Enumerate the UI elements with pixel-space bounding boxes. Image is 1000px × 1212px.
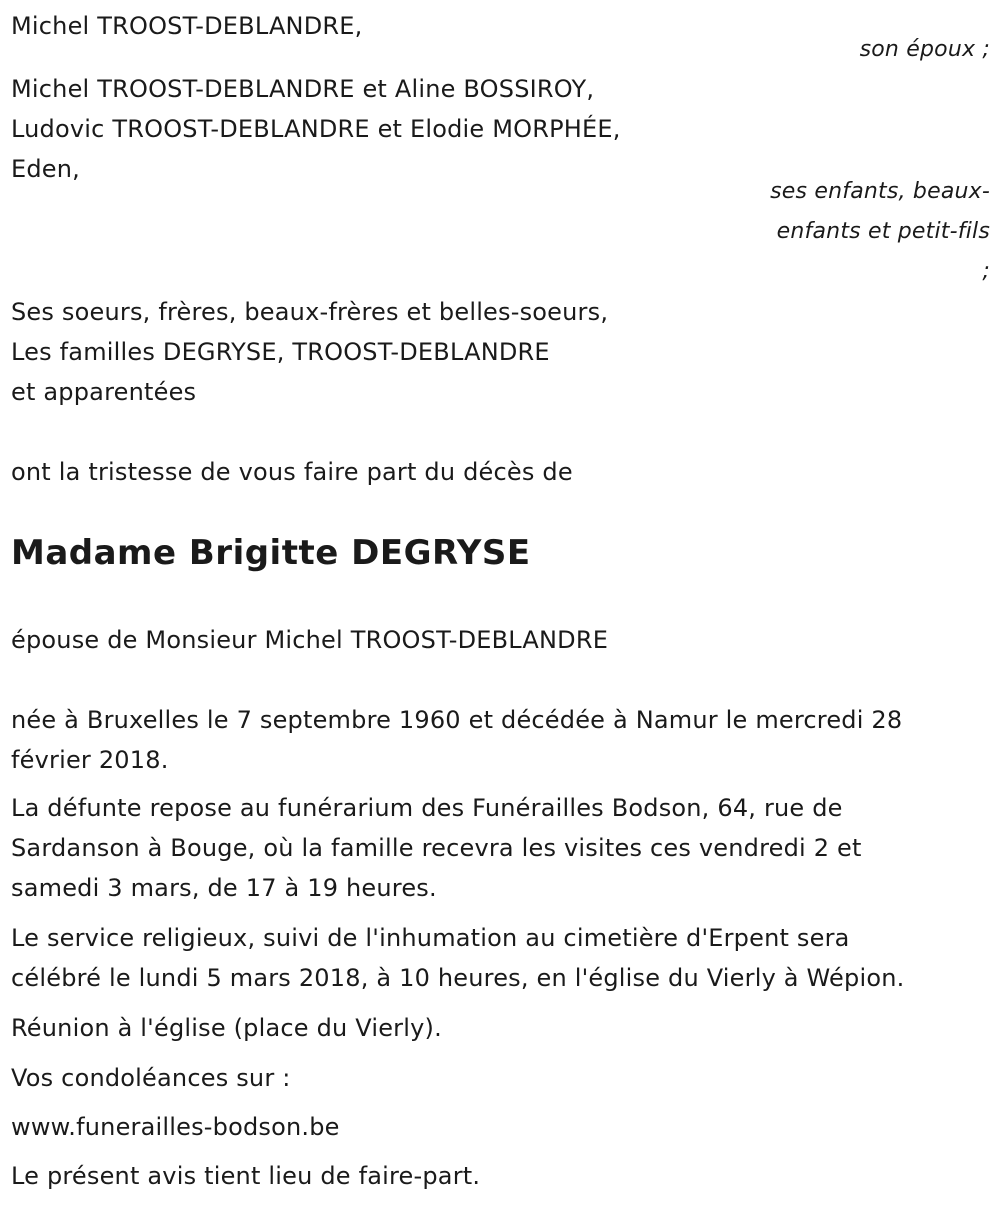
- closing-note: Le présent avis tient lieu de faire-part.: [11, 1162, 481, 1190]
- condolences-label: Vos condoléances sur :: [11, 1064, 291, 1092]
- children-role-line-3: ;: [982, 259, 990, 284]
- birth-death-line-2: février 2018.: [11, 746, 169, 774]
- announcement-intro: ont la tristesse de vous faire part du décès de: [11, 458, 573, 486]
- children-line-1: Michel TROOST-DEBLANDRE et Aline BOSSIROY,: [11, 75, 595, 103]
- deceased-name: Madame Brigitte DEGRYSE: [11, 533, 531, 573]
- children-line-3: Eden,: [11, 155, 81, 183]
- reunion-note: Réunion à l'église (place du Vierly).: [11, 1014, 442, 1042]
- children-role-line-2: enfants et petit-fils: [776, 219, 990, 244]
- birth-death-line-1: née à Bruxelles le 7 septembre 1960 et décédée à Namur le mercredi 28: [11, 706, 903, 734]
- siblings-line-2: Les familles DEGRYSE, TROOST-DEBLANDRE: [11, 338, 550, 366]
- website-link[interactable]: www.funerailles-bodson.be: [11, 1113, 340, 1141]
- siblings-line-1: Ses soeurs, frères, beaux-frères et belles-soeurs,: [11, 298, 609, 326]
- service-line-2: célébré le lundi 5 mars 2018, à 10 heures, en l'église du Vierly à Wépion.: [11, 964, 905, 992]
- repose-line-1: La défunte repose au funérarium des Funérailles Bodson, 64, rue de: [11, 794, 843, 822]
- spouse-of: épouse de Monsieur Michel TROOST-DEBLANDRE: [11, 626, 609, 654]
- repose-line-2: Sardanson à Bouge, où la famille recevra les visites ces vendredi 2 et: [11, 834, 862, 862]
- children-role-line-1: ses enfants, beaux-: [770, 179, 990, 204]
- service-line-1: Le service religieux, suivi de l'inhumation au cimetière d'Erpent sera: [11, 924, 850, 952]
- repose-line-3: samedi 3 mars, de 17 à 19 heures.: [11, 874, 437, 902]
- spouse-name: Michel TROOST-DEBLANDRE,: [11, 12, 363, 40]
- children-line-2: Ludovic TROOST-DEBLANDRE et Elodie MORPHÉE,: [11, 115, 621, 143]
- spouse-role: son époux ;: [859, 37, 990, 62]
- siblings-line-3: et apparentées: [11, 378, 197, 406]
